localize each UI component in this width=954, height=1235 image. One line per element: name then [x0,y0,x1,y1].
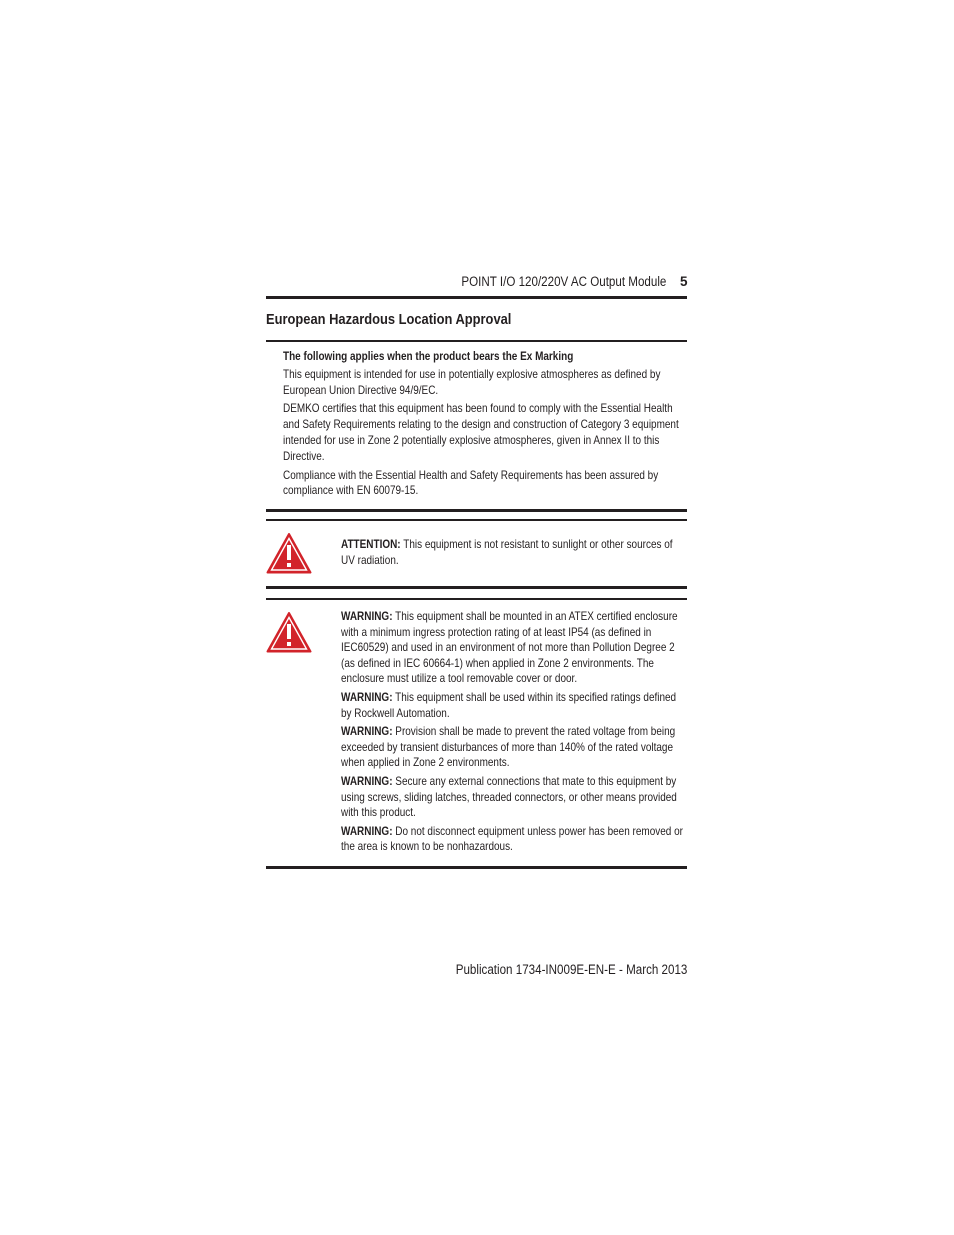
warning-triangle-icon [266,532,312,574]
section-rule [266,340,687,342]
warning-label: WARNING: [341,610,393,623]
header-rule [266,296,687,299]
warning-triangle-icon [266,611,312,653]
attention-text: This equipment is not resistant to sunlight or other sources of UV radiation. [341,538,673,567]
ex-marking-notice [283,349,753,502]
page-number: 5 [680,274,688,289]
attention-top-rule [266,509,687,512]
warning-text: This equipment shall be used within its specified ratings defined by Rockwell Automation. [341,690,677,720]
warning-label: WARNING: [341,725,393,739]
warning-text: Provision shall be made to prevent the rated voltage from being exceeded by transient disturbances of more than 140% of the rated voltage when applied in Zone 2 environments. [341,725,676,770]
warning-text: Do not disconnect equipment unless power has been removed or the area is known to be nonhazardous. [341,824,683,854]
running-header-title: POINT I/O 120/220V AC Output Module [460,274,666,289]
section-title: European Hazardous Location Approval [266,311,512,328]
warning-label: WARNING: [341,690,393,704]
warning-item [341,774,685,821]
warning-messages [341,609,685,858]
warning-item [341,690,685,721]
attention-message [341,537,685,571]
ex-notice-paragraph: Compliance with the Essential Health and Safety Requirements has been assured by compliance with EN 60079-15. [283,468,659,498]
warning-text: Secure any external connections that mate to this equipment by using screws, sliding latches, threaded connectors, or other means provided with this product. [341,774,677,820]
ex-notice-heading: The following applies when the product bears the Ex Marking [283,350,574,363]
attention-top-rule-thin [266,519,687,521]
warning-text: This equipment shall be mounted in an ATEX certified enclosure with a minimum ingress protection rating of at least IP54 (as defined in IEC60529) and used in an environment of not more than Pollution Degree 2 (as defined in IEC 60664-1) when applied in Zone 2 environments. The enclosure must utilize a tool removable cover or door. [341,610,678,686]
warning-item [341,824,685,855]
warning-item [341,724,685,771]
warning-top-rule [266,598,687,600]
warning-label: WARNING: [341,774,393,788]
ex-notice-paragraph: This equipment is intended for use in potentially explosive atmospheres as defined by European Union Directive 94/9/EC. [283,367,661,397]
ex-notice-paragraph: DEMKO certifies that this equipment has been found to comply with the Essential Health and Safety Requirements relating to the design and construction of Category 3 equipment intended for use in Zone 2 potentially explosive atmospheres, given in Annex II to this Directive. [283,402,679,463]
warning-item [341,609,685,687]
publication-footer: Publication 1734-IN009E-EN-E - March 2013 [455,962,687,977]
warning-label: WARNING: [341,824,393,838]
attention-label: ATTENTION: [341,538,401,551]
warning-bottom-rule [266,866,687,869]
attention-bottom-rule [266,586,687,589]
